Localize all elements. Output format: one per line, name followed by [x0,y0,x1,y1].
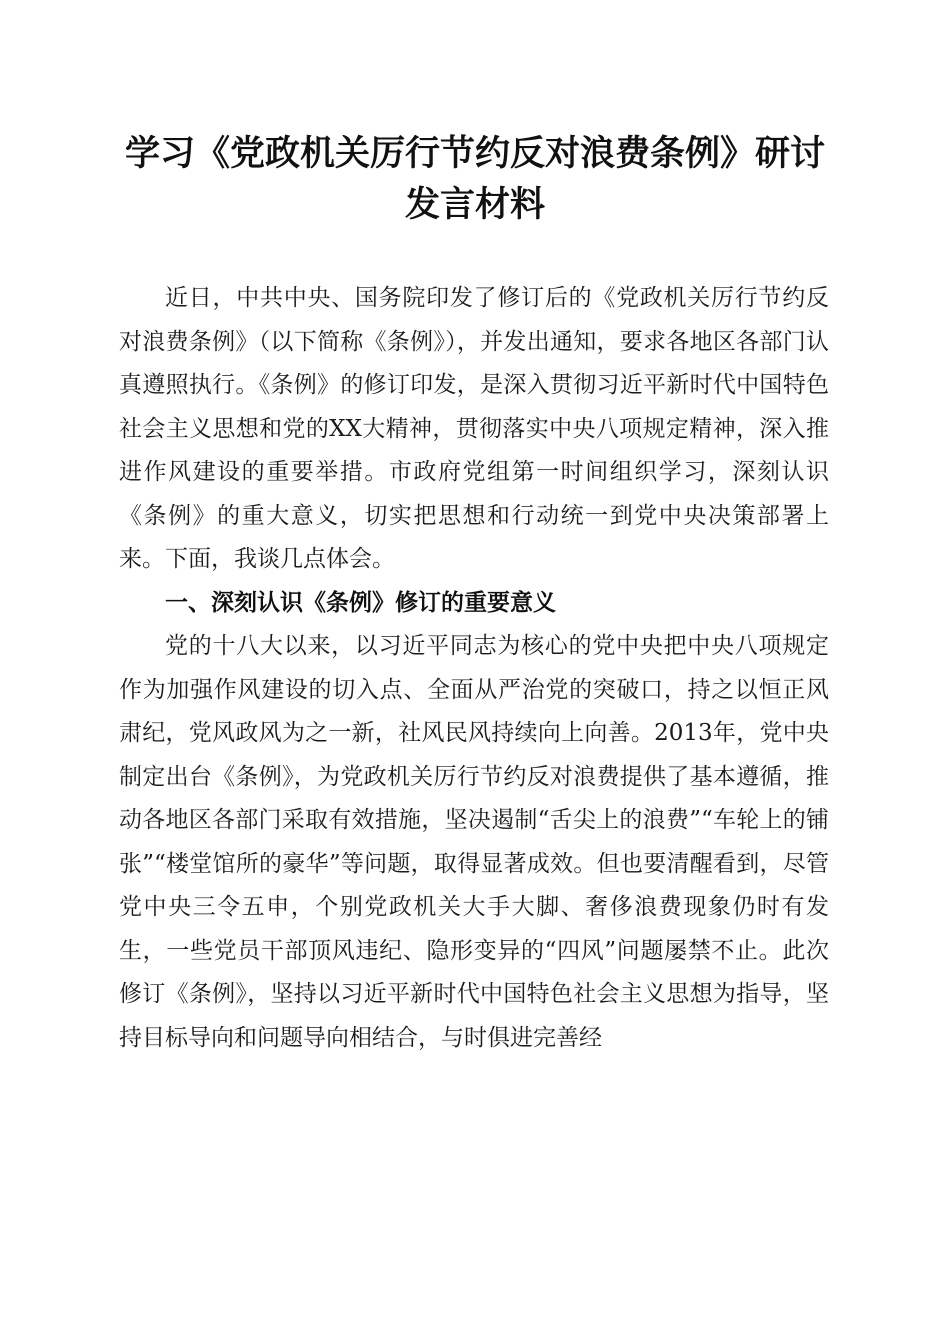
section-heading-1: 一、深刻认识《条例》修订的重要意义 [165,589,556,616]
paragraph-section-1: 党的十八大以来，以习近平同志为核心的党中央把中央八项规定作为加强作风建设的切入点、全面从严治党的突破口，持之以恒正风肃纪，党风政风为之一新，社风民风持续向上向善。2013年，党中央制定出台《条例》，为党政机关厉行节约反对浪费提供了基本遵循，推动各地区各部门采取有效措施，坚决遏制“舌尖上的浪费”“车轮上的铺张”“楼堂馆所的豪华”等问题，取得显著成效。但也要清醒看到，尽管党中央三令五申，个别党政机关大手大脚、奢侈浪费现象仍时有发生，一些党员干部顶风违纪、隐形变异的“四风”问题屡禁不止。此次修订《条例》，坚持以习近平新时代中国特色社会主义思想为指导，坚持目标导向和问题导向相结合，与时俱进完善经 [119,633,829,1051]
paragraph-intro: 近日，中共中央、国务院印发了修订后的《党政机关厉行节约反对浪费条例》（以下简称《条例》），并发出通知，要求各地区各部门认真遵照执行。《条例》的修订印发，是深入贯彻习近平新时代中国特色社会主义思想和党的XX大精神，贯彻落实中央八项规定精神，深入推进作风建设的重要举措。市政府党组第一时间组织学习，深刻认识《条例》的重大意义，切实把思想和行动统一到党中央决策部署上来。下面，我谈几点体会。 [119,285,829,572]
document-body [119,277,829,1060]
title-line-1: 学习《党政机关厉行节约反对浪费条例》研讨 [124,133,825,174]
document-title [100,128,850,230]
title-line-2: 发言材料 [404,184,545,225]
